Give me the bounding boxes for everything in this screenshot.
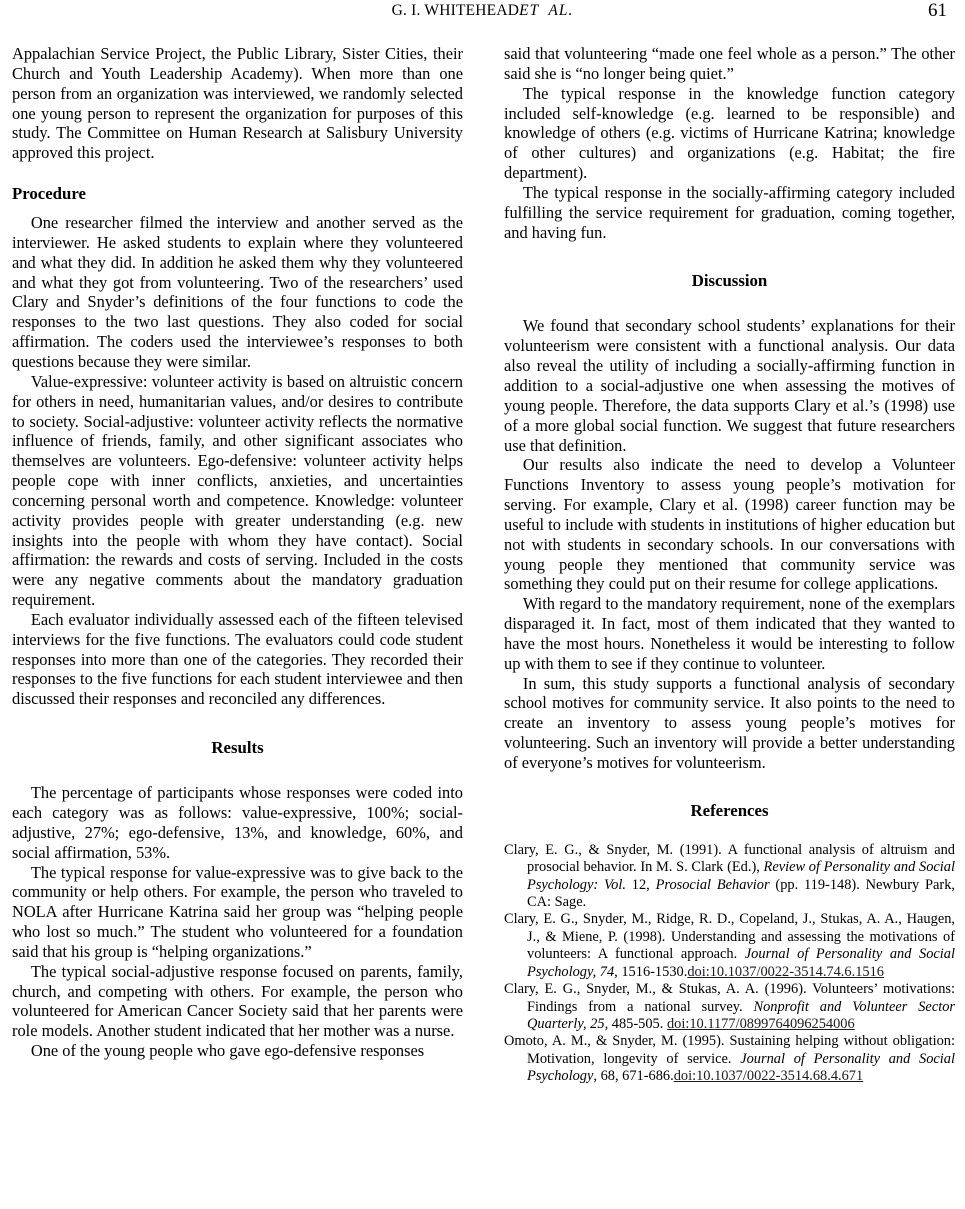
reference-source-title: Review of Personality and Social Psychology: Vol. (527, 859, 955, 893)
reference-source-title: Journal of Personality and Social Psychology, 74, (527, 946, 955, 980)
heading-results: Results (211, 738, 264, 758)
reference-text: 671-686. (622, 1068, 674, 1085)
paragraph-partial: One of the young people who gave ego-defensive responses (30, 1041, 425, 1061)
paragraph: One researcher filmed the interview and another served as the interviewer. He asked students to explain where they volunteered and what they did. In addition he asked them why they volunteered and what they got from volunteering. Two of the researchers’ used Clary and Snyder’s definitions of the four functions to code the responses to the two last questions. They also coded for social affirmation. The coders used the interviewee’s responses to both questions because they were similar. (12, 213, 463, 371)
reference-entry (504, 981, 955, 1033)
doi-link[interactable]: doi:10.1037/0022-3514.74.6.1516 (687, 963, 884, 980)
reference-text: Omoto, A. M., & Snyder, M. (1995). Sustaining helping without obligation: Motivation, longevity of service. (504, 1033, 955, 1067)
reference-text: Clary, E. G., Snyder, M., & Stukas, A. A. (1996). Volunteers’ motivations: Findings from a national survey. (504, 981, 955, 1015)
paragraph: The percentage of participants whose responses were coded into each category was as follows: value-expressive, 100%; social-adjustive, 27%; ego-defensive, 13%, and knowledge, 60%, and social affirmation, 53%. (12, 783, 463, 862)
paragraph: With regard to the mandatory requirement, none of the exemplars disparaged it. In fact, most of them indicated that they wanted to have the most hours. Nonetheless it would be interesting to follow up with them to see if they continue to volunteer. (504, 594, 955, 673)
paragraph: Each evaluator individually assessed each of the fifteen televised interviews for the five functions. The evaluators could code student responses into more than one of the categories. They recorded their responses to the five functions for each student interviewee and then discussed their responses and reconciled any differences. (12, 609, 463, 709)
heading-discussion: Discussion (691, 271, 768, 291)
reference-text: 12 (631, 876, 647, 893)
reference-text: (pp. 119-148). Newbury Park, CA: Sage. (527, 876, 955, 911)
reference-text: Clary, E. G., Snyder, M., Ridge, R. D., Copeland, J., Stukas, A. A., Haugen, J., & Miene, P. (1998). Understanding and assessing the motivations of volunteers: A functional approach. (504, 911, 955, 963)
running-head-title (12, 2, 953, 20)
page-number: 61 (928, 0, 947, 21)
paragraph: The typical social-adjustive response focused on parents, family, church, and competing with others. For example, the person who volunteered for American Cancer Society said that her parents were role models. Another student indicated that her mother was a nurse. (12, 961, 463, 1041)
references-list (504, 842, 955, 1086)
reference-source-title: Journal of Personality and Social Psychology (527, 1050, 955, 1085)
reference-text: 485-505. (611, 1015, 667, 1032)
paragraph: The typical response in the socially-affirming category included fulfilling the service requirement for graduation, coming together, and having fun. (504, 182, 955, 242)
running-head-author: G. I. WHITEHEAD (391, 2, 520, 19)
doi-link[interactable]: doi:10.1177/0899764096254006 (666, 1015, 855, 1032)
paragraph: The typical response in the knowledge function category included self-knowledge (e.g. learned to be responsible) and knowledge of others (e.g. victims of Hurricane Katrina; knowledge of other cultures) and organizations (e.g. Habitat; the fire department). (504, 83, 955, 183)
reference-source-title: Nonprofit and Volunteer Sector Quarterly, 25, (527, 998, 955, 1032)
doi-link[interactable]: doi:10.1037/0022-3514.68.4.671 (673, 1068, 864, 1085)
left-column (12, 44, 463, 1061)
paragraph: We found that secondary school students’ explanations for their volunteerism were consistent with a functional analysis. Our data also reveal the utility of including a socially-affirming function in addition to a social-adjustive one when assessing the motives of young people. Therefore, the data supports Clary et al.’s (1998) use of a more global social function. We suggest that future researchers use that definition. (504, 316, 955, 455)
paragraph-continued: said that volunteering “made one feel whole as a person.” The other said she is “no longer being quiet.” (504, 44, 955, 83)
paragraph: In sum, this study supports a functional analysis of secondary school motives for community service. It also points to the need to create an inventory to assess young people’s motives for volunteering. Such an inventory will provide a better understanding of everyone’s motives for volunteerism. (504, 673, 955, 772)
reference-source-title: , Prosocial Behavior (646, 876, 776, 893)
reference-text: , 68, (593, 1068, 623, 1085)
right-column (504, 44, 955, 1086)
two-column-body (12, 34, 953, 1086)
reference-text: Clary, E. G., & Snyder, M. (1991). A functional analysis of altruism and prosocial behavior. In M. S. Clark (Ed.), (504, 841, 955, 876)
running-head (12, 0, 953, 34)
reference-entry (504, 911, 955, 981)
heading-procedure: Procedure (12, 184, 86, 204)
reference-entry (504, 842, 955, 912)
paragraph-continued: Appalachian Service Project, the Public Library, Sister Cities, their Church and Youth Leadership Academy). When more than one person from an organization was interviewed, we randomly selected one young person to represent the organization for purposes of this study. The Committee on Human Research at Salisbury University approved this project. (12, 44, 463, 163)
reference-entry (504, 1033, 955, 1085)
paragraph: The typical response for value-expressive was to give back to the community or help others. For example, the person who traveled to NOLA after Hurricane Katrina said her group was “helping people who lost so much.” The student who volunteered for a foundation said that his group is “helping organizations.” (12, 862, 463, 961)
reference-text: 1516-1530. (621, 963, 688, 980)
heading-references: References (690, 800, 769, 820)
paragraph: Our results also indicate the need to develop a Volunteer Functions Inventory to assess young people’s motivation for serving. For example, Clary et al. (1998) career function may be useful to include with students in institutions of higher education but not with students in secondary schools. In our conversations with young people they mentioned that community service was something they could put on their resume for college applications. (504, 455, 955, 594)
running-head-etal: ET AL. (519, 2, 574, 19)
paragraph: Value-expressive: volunteer activity is based on altruistic concern for others in need, humanitarian values, and/or desires to contribute to society. Social-adjustive: volunteer activity reflects the normative influence of friends, family, and other significant associates who themselves are volunteers. Ego-defensive: volunteer activity helps people cope with inner conflicts, anxieties, and uncertainties concerning personal worth and competence. Knowledge: volunteer activity provides people with greater understanding (e.g. new insights into the people with whom they have contact). Social affirmation: the rewards and costs of serving. Included in the costs were any negative comments about the mandatory graduation requirement. (12, 371, 463, 610)
